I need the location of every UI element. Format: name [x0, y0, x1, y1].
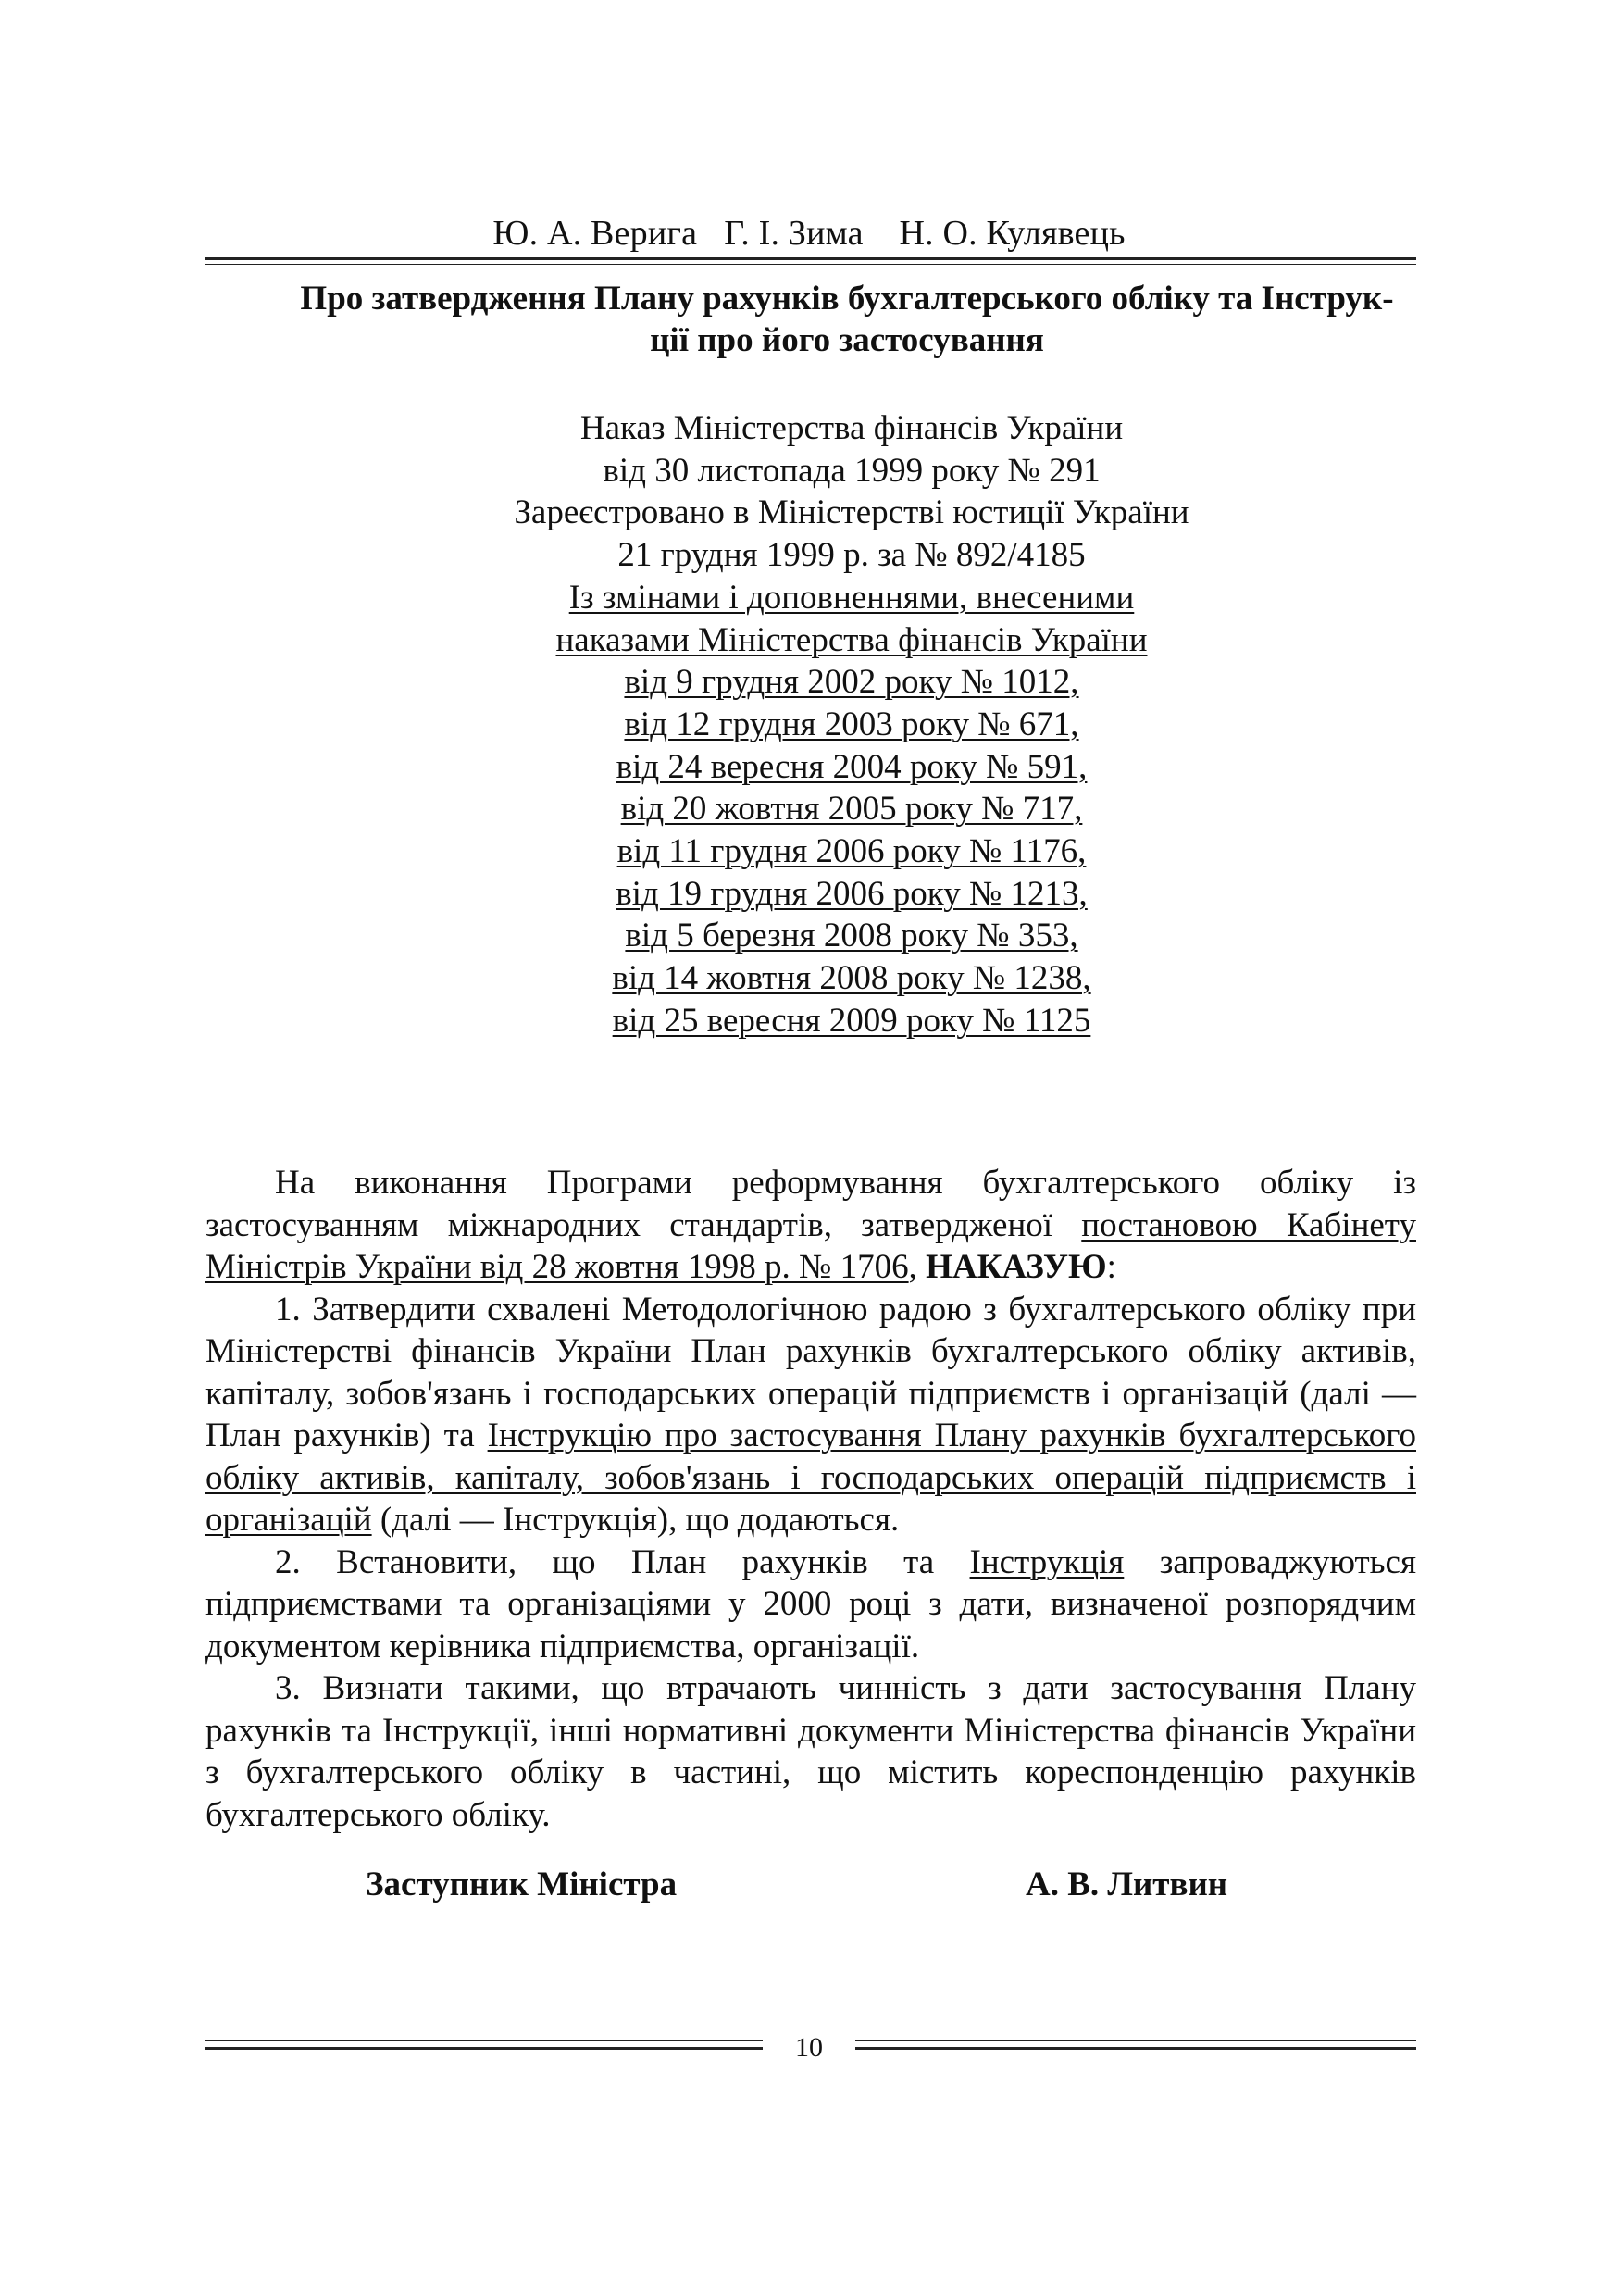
document-title: [268, 278, 1425, 361]
order-registration: 21 грудня 1999 р. за № 892/4185: [617, 536, 1086, 575]
amendment-link[interactable]: від 9 грудня 2002 року № 1012,: [624, 663, 1079, 702]
header-rule-thick: [205, 257, 1416, 260]
title-line-2: ції про його застосування: [650, 321, 1044, 359]
header-rule-thin: [205, 264, 1416, 265]
item-2-text: 2. Встановити, що План рахунків та: [275, 1542, 970, 1581]
preamble-colon: :: [1106, 1248, 1116, 1286]
title-line-1: Про затвердження Плану рахунків бухгалтерського обліку та Інструк-: [300, 280, 1394, 318]
item-2-paragraph: [205, 1541, 1416, 1668]
amendment-link[interactable]: від 24 вересня 2004 року № 591,: [616, 747, 1088, 786]
footer-rule-right-thick: [855, 2047, 1416, 2050]
page-number: 10: [795, 2032, 823, 2063]
amendments-intro-link-1[interactable]: Із змінами і доповненнями, внесеними: [568, 578, 1135, 617]
amendment-link[interactable]: від 19 грудня 2006 року № 1213,: [616, 874, 1088, 913]
signature-position: Заступник Міністра: [366, 1866, 678, 1903]
footer-rule-left-thick: [205, 2047, 763, 2050]
order-registered: Зареєстровано в Міністерстві юстиції України: [514, 493, 1189, 532]
amendment-link[interactable]: від 12 грудня 2003 року № 671,: [624, 705, 1079, 743]
running-header-authors: Ю. А. Верига Г. І. Зима Н. О. Кулявець: [492, 214, 1126, 253]
item-3-paragraph: 3. Визнати такими, що втрачають чинність з дати застосування Плану рахунків та Інструкції, інші нормативні документи Міністерства фінансів України з бухгалтерського обліку в частині, що містить кореспонденцію рахунків бухгалтерського обліку.: [205, 1669, 1416, 1834]
item-1-text-end: (далі — Інструкція), що додаються.: [371, 1501, 900, 1539]
order-issuer: Наказ Міністерства фінансів України: [579, 409, 1124, 447]
signature-name: А. В. Литвин: [1026, 1866, 1228, 1903]
amendments-intro-link-2[interactable]: наказами Міністерства фінансів України: [555, 620, 1148, 659]
order-reference-block: [389, 407, 1314, 1042]
amendment-link[interactable]: від 11 грудня 2006 року № 1176,: [616, 832, 1087, 871]
order-date-number: від 30 листопада 1999 року № 291: [603, 451, 1101, 490]
amendment-link[interactable]: від 25 вересня 2009 року № 1125: [612, 1001, 1091, 1040]
preamble-paragraph: [205, 1162, 1416, 1289]
item-2-text-end: запроваджуються підприємствами та організаціями у 2000 році з дати, визначеної розпорядчим документом керівника підприємства, організації.: [205, 1542, 1416, 1666]
item-1-text: 1. Затвердити схвалені Методологічною радою з бухгалтерського обліку при Міністерстві фінансів України План рахунків бухгалтерського обліку активів, капіталу, зобов'язань і господарських операцій підприємств і організацій (далі — План рахунків) та: [205, 1290, 1416, 1454]
cabinet-resolution-link[interactable]: постановою Кабінету Міністрів України від 28 жовтня 1998 р. № 1706: [205, 1205, 1416, 1286]
footer-rule-left-thin: [205, 2040, 763, 2041]
preamble-text: На виконання Програми реформування бухгалтерського обліку із застосуванням міжнародних стандартів, затвердженої: [205, 1164, 1416, 1244]
instruction-short-link[interactable]: Інструкція: [969, 1542, 1125, 1581]
amendment-link[interactable]: від 14 жовтня 2008 року № 1238,: [612, 959, 1091, 998]
decree-word: НАКАЗУЮ: [926, 1248, 1107, 1286]
item-1-paragraph: [205, 1289, 1416, 1541]
instruction-link[interactable]: Інструкцію про застосування Плану рахунків бухгалтерського обліку активів, капіталу, зобов'язань і господарських операцій підприємств і організацій: [205, 1416, 1416, 1539]
preamble-comma: ,: [908, 1248, 927, 1286]
amendment-link[interactable]: від 5 березня 2008 року № 353,: [625, 917, 1078, 955]
amendment-link[interactable]: від 20 жовтня 2005 року № 717,: [620, 790, 1083, 829]
order-body: [205, 1162, 1416, 1836]
footer-rule-right-thin: [855, 2040, 1416, 2041]
